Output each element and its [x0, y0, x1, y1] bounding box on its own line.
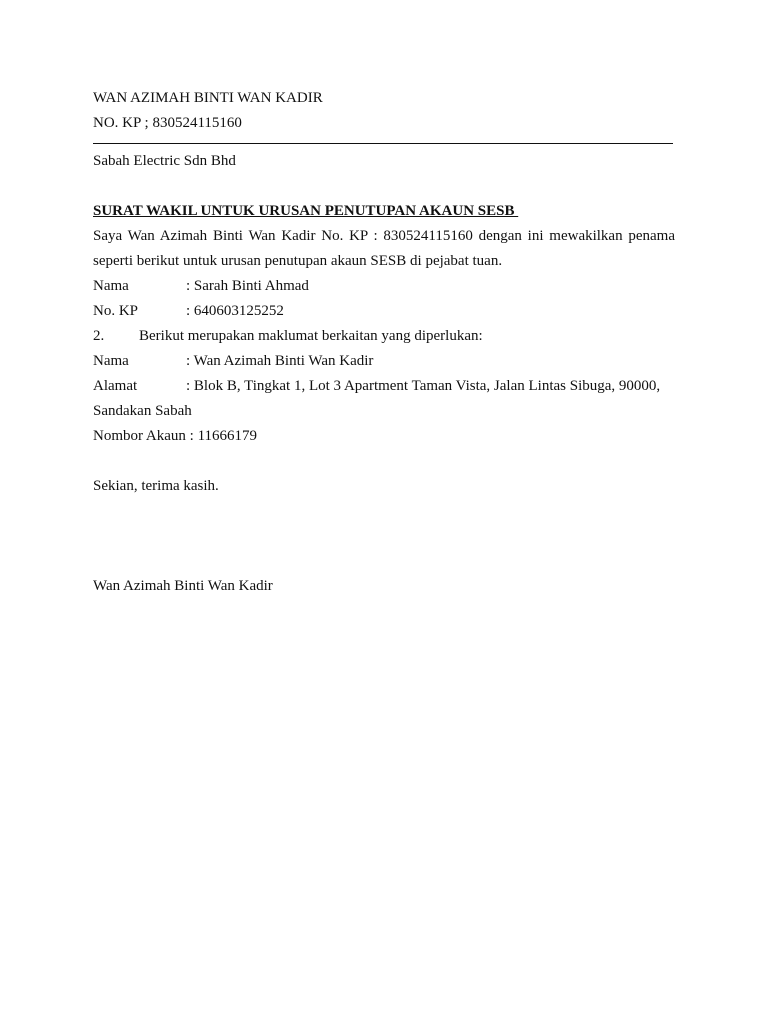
section-text: Berikut merupakan maklumat berkaitan yang diperlukan:	[139, 328, 483, 344]
intro-line-2: seperti berikut untuk urusan penutupan akaun SESB di pejabat tuan.	[93, 253, 503, 269]
signature-name: Wan Azimah Binti Wan Kadir	[93, 578, 273, 594]
letter	[93, 86, 675, 599]
intro-line-1: Saya Wan Azimah Binti Wan Kadir No. KP : 830524115160 dengan ini mewakilkan penama	[93, 228, 675, 244]
header-divider	[93, 143, 673, 144]
letter-title: SURAT WAKIL UNTUK URUSAN PENUTUPAN AKAUN SESB	[93, 203, 519, 219]
rep-ic-row	[93, 299, 675, 324]
rep-name-row	[93, 274, 675, 299]
spacer	[93, 499, 675, 524]
sender-name: WAN AZIMAH BINTI WAN KADIR	[93, 90, 323, 106]
spacer	[93, 549, 675, 574]
section-number: 2.	[93, 328, 105, 344]
sender-ic: NO. KP ; 830524115160	[93, 115, 242, 131]
recipient: Sabah Electric Sdn Bhd	[93, 153, 236, 169]
rep-name-value: : Sarah Binti Ahmad	[186, 278, 309, 294]
closing: Sekian, terima kasih.	[93, 478, 219, 494]
rep-ic-value: : 640603125252	[186, 303, 284, 319]
rep-ic-label: No. KP	[93, 303, 139, 319]
spacer	[93, 524, 675, 549]
account-number: Nombor Akaun : 11666179	[93, 428, 258, 444]
rep-name-label: Nama	[93, 278, 129, 294]
detail-address-value: : Blok B, Tingkat 1, Lot 3 Apartment Taman Vista, Jalan Lintas Sibuga, 90000,	[186, 378, 661, 394]
detail-address-cont: Sandakan Sabah	[93, 403, 192, 419]
detail-name-row	[93, 349, 675, 374]
section-2	[93, 324, 675, 349]
spacer	[93, 449, 675, 474]
detail-name-value: : Wan Azimah Binti Wan Kadir	[186, 353, 374, 369]
detail-address-row	[93, 374, 675, 399]
detail-address-label: Alamat	[93, 378, 138, 394]
detail-name-label: Nama	[93, 353, 129, 369]
spacer	[93, 174, 675, 199]
